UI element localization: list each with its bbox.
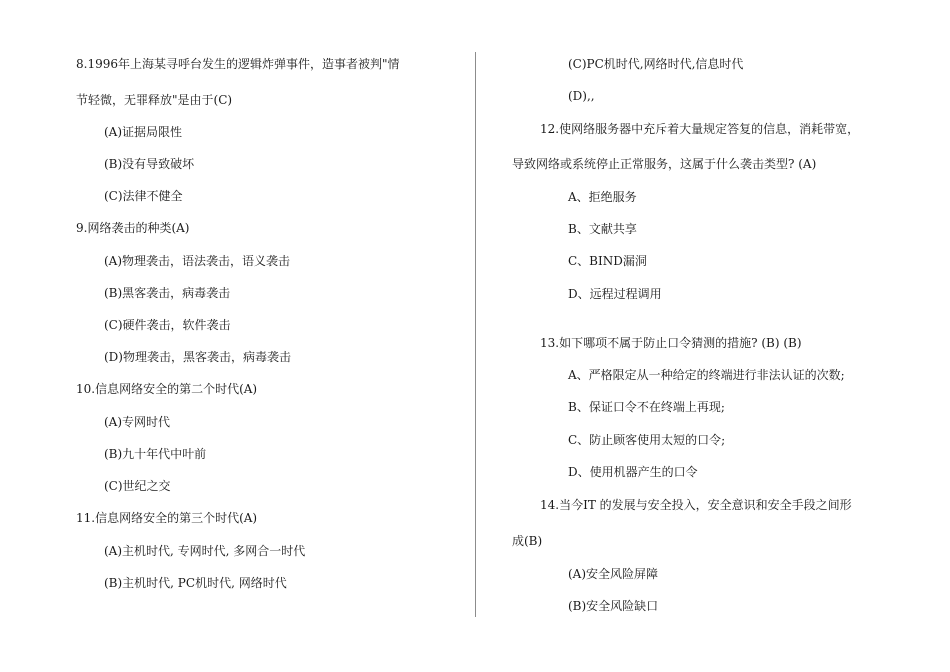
question-11-option-d: (D),, <box>568 89 595 103</box>
question-8-option-b: (B)没有导致破坏 <box>104 157 195 171</box>
question-13: 13.如下哪项不属于防止口令猜测的措施? (B) (B) <box>540 336 802 350</box>
question-11-option-c: (C)PC机时代,网络时代,信息时代 <box>568 57 744 71</box>
question-14-option-a: (A)安全风险屏障 <box>568 567 659 581</box>
question-12-option-b: B、文献共享 <box>568 222 637 236</box>
question-8-line1: 8.1996年上海某寻呼台发生的逻辑炸弹事件，造事者被判"情 <box>76 57 400 71</box>
question-12-line1: 12.使网络服务器中充斥着大量规定答复的信息，消耗带宽， <box>540 122 860 136</box>
question-13-option-c: C、防止顾客使用太短的口令; <box>568 433 726 447</box>
question-13-option-b: B、保证口令不在终端上再现; <box>568 400 725 414</box>
question-11-option-a: (A)主机时代, 专网时代, 多网合一时代 <box>104 544 306 558</box>
question-8-option-a: (A)证据局限性 <box>104 125 183 139</box>
question-14-option-b: (B)安全风险缺口 <box>568 599 659 613</box>
question-10-option-b: (B)九十年代中叶前 <box>104 447 207 461</box>
question-11: 11.信息网络安全的第三个时代(A) <box>76 511 258 525</box>
question-14-line1: 14.当今IT 的发展与安全投入，安全意识和安全手段之间形 <box>540 498 852 512</box>
question-9: 9.网络袭击的种类(A) <box>76 221 190 235</box>
question-10: 10.信息网络安全的第二个时代(A) <box>76 382 258 396</box>
question-9-option-b: (B)黑客袭击，病毒袭击 <box>104 286 231 300</box>
question-10-option-a: (A)专网时代 <box>104 415 171 429</box>
question-8-option-c: (C)法律不健全 <box>104 189 183 203</box>
question-9-option-c: (C)硬件袭击，软件袭击 <box>104 318 231 332</box>
question-12-option-a: A、拒绝服务 <box>568 190 637 204</box>
question-8-line2: 节轻微，无罪释放"是由于(C) <box>76 93 233 107</box>
question-13-option-a: A、严格限定从一种给定的终端进行非法认证的次数; <box>568 368 845 382</box>
question-9-option-a: (A)物理袭击，语法袭击，语义袭击 <box>104 254 291 268</box>
question-12-option-c: C、BIND漏洞 <box>568 254 647 268</box>
question-11-option-b: (B)主机时代, PC机时代, 网络时代 <box>104 576 287 590</box>
question-10-option-c: (C)世纪之交 <box>104 479 171 493</box>
question-12-line2: 导致网络或系统停止正常服务，这属于什么袭击类型? (A) <box>512 157 817 171</box>
question-9-option-d: (D)物理袭击，黑客袭击，病毒袭击 <box>104 350 291 364</box>
question-13-option-d: D、使用机器产生的口令 <box>568 465 698 479</box>
question-14-line2: 成(B) <box>512 534 543 548</box>
question-12-option-d: D、远程过程调用 <box>568 287 662 301</box>
column-divider <box>475 52 476 617</box>
